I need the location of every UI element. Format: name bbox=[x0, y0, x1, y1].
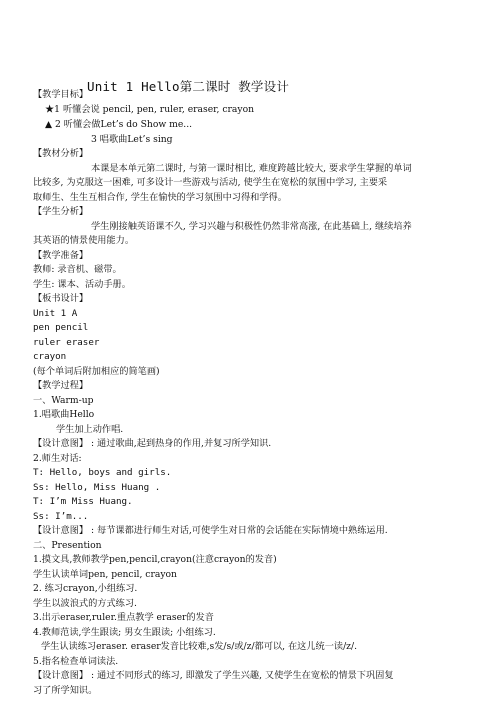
text-line: ▲ 2 听懂会做Let’s do Show me... bbox=[45, 119, 193, 130]
text-line: 【教学目标】 bbox=[33, 89, 89, 100]
text-line: 1.摸文具,教师教学pen,pencil,crayon(注意crayon的发音) bbox=[33, 554, 277, 565]
text-line: 1.唱歌曲Hello bbox=[33, 409, 95, 420]
text-line: 【设计意图】 : 通过不同形式的练习, 即激发了学生兴趣, 又使学生在宽松的情景下巩固复 bbox=[33, 670, 394, 681]
text-line: 3 唱歌曲Let’s sing bbox=[91, 134, 173, 145]
text-line: (每个单词后附加相应的简笔画) bbox=[33, 366, 160, 377]
text-line: 学生认读单词pen, pencil, crayon bbox=[33, 569, 177, 580]
text-line: T: I’m Miss Huang. bbox=[33, 496, 133, 507]
text-line: 2.师生对话: bbox=[33, 453, 82, 464]
text-line: 一、Warm-up bbox=[33, 395, 94, 406]
text-line: 【设计意图】 : 每节课都进行师生对话,可使学生对日常的会话能在实际情境中熟练运用. bbox=[33, 525, 388, 536]
text-line: 学生加上动作唱. bbox=[56, 424, 124, 435]
text-line: pen pencil bbox=[33, 322, 89, 333]
document-title: Unit 1 Hello第二课时 教学设计 bbox=[87, 79, 290, 94]
text-line: crayon bbox=[33, 351, 67, 362]
text-line: 3.出示eraser,ruler.重点教学 eraser的发音 bbox=[33, 612, 214, 623]
text-line: 学生: 课本、活动手册。 bbox=[33, 279, 131, 290]
text-line: 【教学过程】 bbox=[33, 380, 89, 391]
text-line: 【学生分析】 bbox=[33, 206, 89, 217]
text-line: Unit 1 A bbox=[33, 308, 78, 319]
text-line: ★1 听懂会说 pencil, pen, ruler, eraser, crayon bbox=[45, 104, 255, 115]
text-line: 学生刚接触英语课不久, 学习兴趣与积极性仍然非常高涨, 在此基础上, 继续培养 bbox=[91, 221, 412, 232]
text-line: 比较多, 为克服这一困难, 可多设计一些游戏与活动, 使学生在宽松的氛围中学习, 主要采 bbox=[33, 177, 388, 188]
text-line: ruler eraser bbox=[33, 337, 100, 348]
text-line: 【教学准备】 bbox=[33, 250, 89, 261]
text-line: Ss: Hello, Miss Huang . bbox=[33, 482, 161, 493]
text-line: 4.教师范读,学生跟读; 男女生跟读; 小组练习. bbox=[33, 627, 216, 638]
text-line: 2. 练习crayon,小组练习. bbox=[33, 583, 138, 594]
text-line: 【设计意图】 : 通过歌曲,起到热身的作用,并复习所学知识. bbox=[33, 438, 272, 449]
text-line: 【教材分析】 bbox=[33, 148, 89, 159]
text-line: Ss: I’m... bbox=[33, 511, 89, 522]
text-line: 学生认读练习eraser. eraser发音比较难,s发/s/或/z/都可以, 在这儿统一读/z/. bbox=[41, 641, 358, 652]
text-line: 学生以波浪式的方式练习. bbox=[33, 598, 137, 609]
text-line: 5.指名检查单词读法. bbox=[33, 656, 119, 667]
text-line: 其英语的情景使用能力。 bbox=[33, 235, 135, 246]
text-line: 本课是本单元第二课时, 与第一课时相比, 难度跨越比较大, 要求学生掌握的单词 bbox=[91, 163, 412, 174]
text-line: 习了所学知识。 bbox=[33, 685, 98, 696]
text-line: 【板书设计】 bbox=[33, 293, 89, 304]
text-line: 取师生、生生互相合作, 学生在愉快的学习氛围中习得和学得。 bbox=[33, 192, 287, 203]
text-line: 教师: 录音机、磁带。 bbox=[33, 264, 122, 275]
text-line: 二、Presention bbox=[33, 540, 102, 551]
text-line: T: Hello, boys and girls. bbox=[33, 467, 172, 478]
